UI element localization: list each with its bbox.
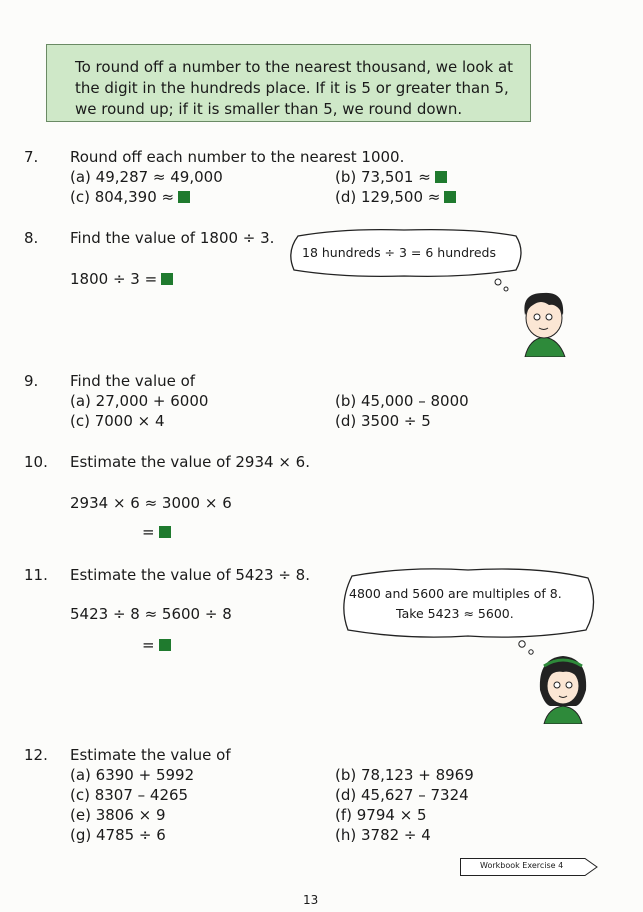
q11-thought-line1: 4800 and 5600 are multiples of 8. — [349, 586, 562, 601]
answer-square-icon — [159, 639, 171, 651]
page-number: 13 — [303, 893, 319, 907]
girl-thinking-icon — [536, 650, 590, 724]
q8-work: 1800 ÷ 3 = — [70, 270, 173, 288]
q7-text: Round off each number to the nearest 1000. — [70, 148, 405, 166]
q9-number: 9. — [24, 372, 39, 390]
q12-part-f: (f) 9794 × 5 — [335, 806, 427, 824]
q11-work-line1: 5423 ÷ 8 ≈ 5600 ÷ 8 — [70, 605, 232, 623]
answer-square-icon — [178, 191, 190, 203]
q12-part-g: (g) 4785 ÷ 6 — [70, 826, 166, 844]
q7-number: 7. — [24, 148, 39, 166]
q9-text: Find the value of — [70, 372, 196, 390]
q12-part-c: (c) 8307 – 4265 — [70, 786, 189, 804]
answer-square-icon — [435, 171, 447, 183]
thought-bubble — [284, 226, 529, 294]
rule-line: To round off a number to the nearest thousand, we look at — [75, 58, 514, 76]
q11-text: Estimate the value of 5423 ÷ 8. — [70, 566, 310, 584]
rule-line: we round up; if it is smaller than 5, we round down. — [75, 100, 463, 118]
rule-box — [46, 44, 531, 122]
q11-work-line2: = — [142, 636, 171, 654]
q7-part-a: (a) 49,287 ≈ 49,000 — [70, 168, 223, 186]
workbook-reference-tab — [460, 858, 598, 876]
q11-thought-line2: Take 5423 ≈ 5600. — [396, 606, 514, 621]
answer-square-icon — [161, 273, 173, 285]
q12-part-h: (h) 3782 ÷ 4 — [335, 826, 431, 844]
q10-text: Estimate the value of 2934 × 6. — [70, 453, 310, 471]
q11-number: 11. — [24, 566, 48, 584]
workbook-reference-label: Workbook Exercise 4 — [480, 861, 564, 870]
thought-bubble — [338, 564, 600, 660]
q9-part-c: (c) 7000 × 4 — [70, 412, 165, 430]
q10-work-line1: 2934 × 6 ≈ 3000 × 6 — [70, 494, 232, 512]
q12-number: 12. — [24, 746, 48, 764]
q9-part-d: (d) 3500 ÷ 5 — [335, 412, 431, 430]
q12-part-b: (b) 78,123 + 8969 — [335, 766, 474, 784]
q8-number: 8. — [24, 229, 39, 247]
q7-part-d: (d) 129,500 ≈ — [335, 188, 456, 206]
q8-thought-text: 18 hundreds ÷ 3 = 6 hundreds — [302, 245, 497, 260]
answer-square-icon — [159, 526, 171, 538]
q7-part-c: (c) 804,390 ≈ — [70, 188, 190, 206]
answer-square-icon — [444, 191, 456, 203]
q9-part-b: (b) 45,000 – 8000 — [335, 392, 469, 410]
q12-part-d: (d) 45,627 – 7324 — [335, 786, 469, 804]
boy-thinking-icon — [515, 285, 573, 357]
q7-part-b: (b) 73,501 ≈ — [335, 168, 447, 186]
q10-number: 10. — [24, 453, 48, 471]
q9-part-a: (a) 27,000 + 6000 — [70, 392, 209, 410]
q12-part-a: (a) 6390 + 5992 — [70, 766, 195, 784]
q10-work-line2: = — [142, 523, 171, 541]
q12-text: Estimate the value of — [70, 746, 231, 764]
rule-line: the digit in the hundreds place. If it is 5 or greater than 5, — [75, 79, 509, 97]
q8-text: Find the value of 1800 ÷ 3. — [70, 229, 275, 247]
q12-part-e: (e) 3806 × 9 — [70, 806, 166, 824]
